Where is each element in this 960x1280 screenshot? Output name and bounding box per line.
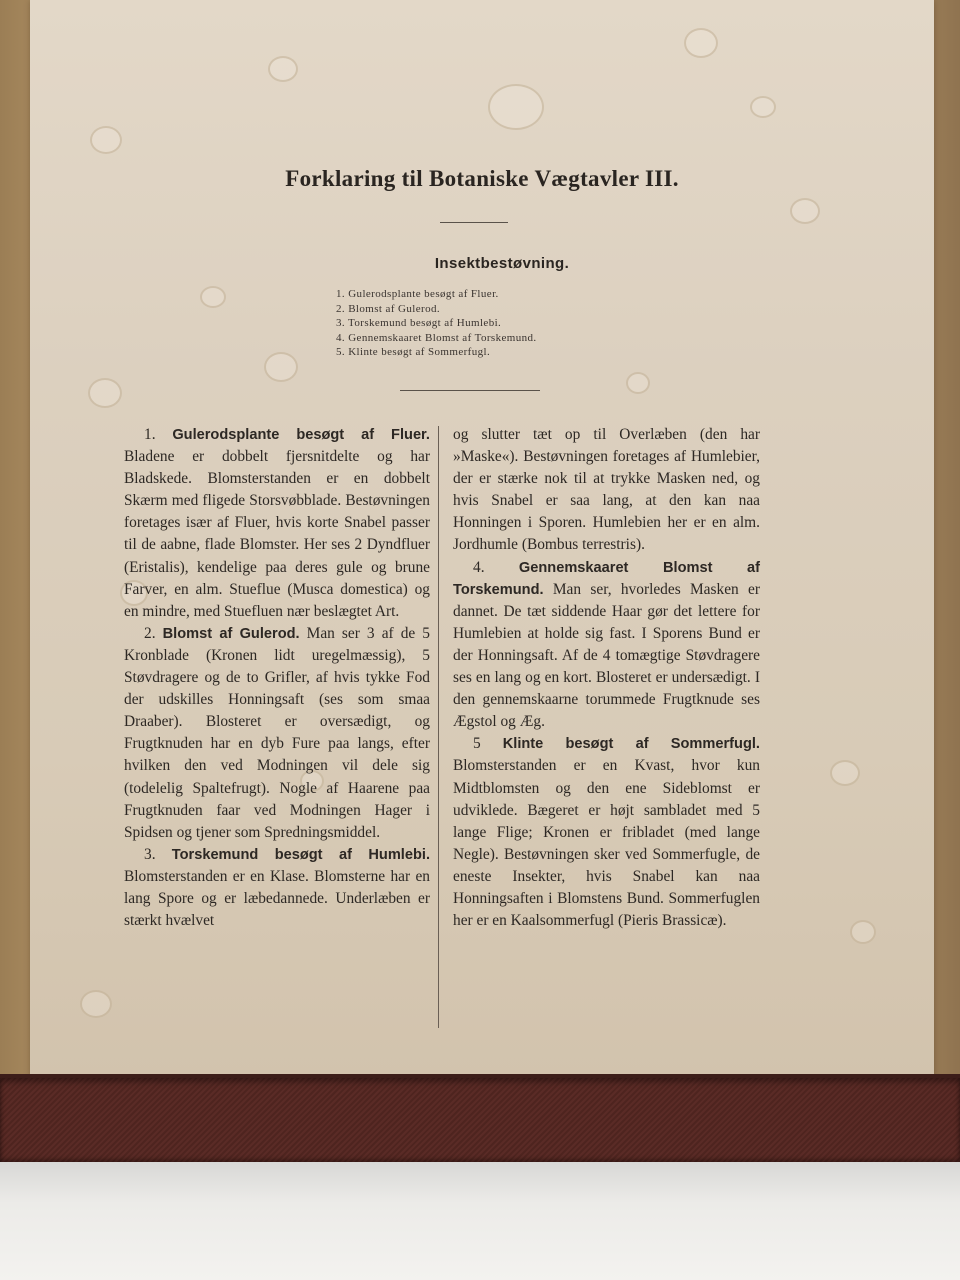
- stain: [80, 990, 112, 1018]
- section-text: Blomsterstanden er en Kvast, hvor kun Midtblomsten og den ene Sideblomst er udviklede. Bægeret er højt sambladet med 5 lange Flige; Kronen er fribladet (med lange Negle). Bestøvningen sker ved Sommerfugle, de eneste Insekter, hvis Snabel kan naa Honningsaften i Blomstens Bund. Sommerfuglen her er en Kaalsommerfugl (Pieris Brassicæ).: [453, 757, 760, 930]
- column-divider: [438, 426, 439, 1028]
- section-subtitle: Insektbestøvning.: [434, 255, 570, 272]
- section-text: Blomsterstanden er en Klase. Blomsterne har en lang Spore og er læbedannede. Underlæben er stærkt hvælvet: [124, 867, 430, 930]
- section-4: [453, 557, 760, 734]
- section-5: [453, 733, 760, 932]
- list-rule: [400, 390, 540, 391]
- plate-list-item: 5. Klinte besøgt af Sommerfugl.: [336, 346, 491, 358]
- stain: [268, 56, 298, 82]
- stain: [88, 378, 122, 408]
- section-text: Man ser 3 af de 5 Kronblade (Kronen lidt uregelmæssig), 5 Støvdragere og de to Grifler, af hvis tykke Fod der udskilles Honningsaft (ses som smaa Draaber). Blosteret er oversædigt, og Frugtknuden har en dyb Fure paa langs, efter hvilken den ved Modningen vil dele sig (todelelig Spaltefrugt). Nogle af Haarene paa Frugtknuden faar ved Modningen Hager i Spidsen og tjener som Spredningsmiddel.: [124, 624, 430, 841]
- plate-list-item: 2. Blomst af Gulerod.: [336, 302, 441, 315]
- section-heading: Blomst af Gulerod.: [162, 625, 300, 642]
- document-title: Forklaring til Botaniske Vægtavler III.: [285, 166, 679, 191]
- stain: [90, 126, 122, 154]
- cloth-binding-strip: [0, 1078, 960, 1162]
- plate-list-item: 3. Torskemund besøgt af Humlebi.: [336, 317, 502, 329]
- stain: [684, 28, 718, 58]
- section-text: Man ser, hvorledes Masken er dannet. De tæt siddende Haar gør det lettere for Humlebien at holde sig fast. I Sporens Bund er der Honningsaft. Af de 4 tomægtige Støvdragere ses en lang og en kort. Blosteret er undersædigt. I den gennemskaarne torummede Frugtknude ses Ægstol og Æg.: [453, 580, 760, 731]
- stain: [488, 84, 544, 130]
- stain: [790, 198, 820, 224]
- stain: [200, 286, 226, 308]
- stain: [626, 372, 650, 394]
- left-column: [124, 424, 430, 932]
- stain: [850, 920, 876, 944]
- section-number: 3.: [144, 845, 156, 863]
- section-number: 5: [473, 735, 481, 753]
- section-number: 1.: [144, 426, 156, 443]
- section-3-continuation: og slutter tæt op til Overlæben (den har »Maske«). Bestøvningen foretages af Humlebier, der er stærke nok til at trykke Masken ned, og hvis Snabel er saa lang, at den kan naa Honningen i Sporen. Humlebien her er en alm. Jordhumle (Bombus terrestris).: [453, 426, 760, 554]
- table-surface: [0, 1162, 960, 1280]
- section-2: [124, 623, 430, 844]
- section-heading: Klinte besøgt af Sommerfugl.: [502, 736, 760, 753]
- section-text: Bladene er dobbelt fjersnitdelte og har Bladskede. Blomsterstanden er en dobbelt Skærm med fligede Storsvøbblade. Bestøvningen foretages især af Fluer, hvis korte Snabel passer til de aabne, flade Blomster. Her ses 2 Dyndfluer (Eristalis), kendelige paa deres gule og brune Farver, en alm. Stueflue (Musca domestica) og en mindre, med Stuefluen nær beslægtet Art.: [124, 448, 430, 620]
- section-heading: Gennemskaaret Blomst af Torskemund.: [453, 559, 760, 598]
- section-number: 2.: [144, 624, 156, 642]
- section-1: [124, 424, 430, 623]
- plate-list-item: 1. Gulerodsplante besøgt af Fluer.: [336, 288, 499, 300]
- plate-list: [336, 287, 537, 360]
- stain: [830, 760, 860, 786]
- section-heading: Torskemund besøgt af Humlebi.: [171, 846, 430, 863]
- stain: [750, 96, 776, 118]
- stain: [264, 352, 298, 382]
- section-number: 4.: [473, 558, 485, 576]
- right-column: [453, 424, 760, 932]
- title-rule: [440, 222, 508, 223]
- section-3: [124, 844, 430, 932]
- section-heading: Gulerodsplante besøgt af Fluer.: [172, 427, 430, 443]
- plate-list-item: 4. Gennemskaaret Blomst af Torskemund.: [336, 331, 537, 344]
